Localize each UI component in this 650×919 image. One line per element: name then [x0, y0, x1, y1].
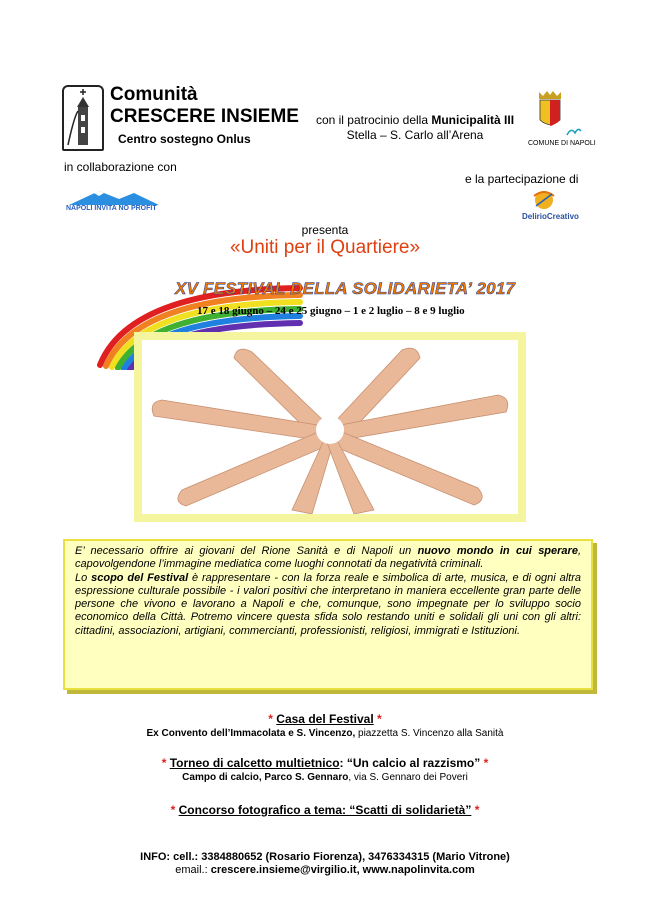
event-torneo-location: Campo di calcio, Parco S. Gennaro, via S. Gennaro dei Poveri [182, 772, 468, 783]
collaboration-text: in collaborazione con [64, 160, 177, 174]
festival-dates: 17 e 18 giugno – 24 e 25 giugno – 1 e 2 luglio – 8 e 9 luglio [197, 305, 465, 317]
description-box: E’ necessario offrire ai giovani del Rione Sanità e di Napoli un nuovo mondo in cui sperare, capovolgendone l’immagine mediatica come luoghi connotati da negatività criminali. Lo scopo del Festival è rappresentare - con la forza reale e simbolica di arte, musica, e di ogni altra espressione culturale possibile - i valori positivi che interpretano in maniera eccellente gran parte delle persone che vivono e lavorano a Napoli e che, comunque, sono impegnate per lo sviluppo socio economico della Città. Potremo vincere questa sfida solo restando uniti e solidali gli uni con gli altri: cittadini, associazioni, artigiani, commercianti, professionisti, religiosi, immigrati e Istituzioni. [63, 539, 593, 690]
delirio-creativo-logo-icon [522, 188, 579, 226]
slogan: «Uniti per il Quartiere» [229, 237, 421, 258]
napoli-logo-text: NAPOLI INVITA NO PROFIT [66, 205, 157, 212]
info-email: email.: crescere.insieme@virgilio.it, www.napolinvita.com [175, 864, 475, 876]
delirio-logo-text: DelirioCreativo [522, 212, 579, 221]
festival-title: XV FESTIVAL DELLA SOLIDARIETA’ 2017 [175, 279, 516, 298]
napoli-invita-logo-icon [64, 187, 164, 221]
event-concorso-title: * Concorso fotografico a tema: “Scatti di solidarietà” * [170, 803, 480, 817]
hands-photo [142, 340, 518, 514]
hands-photo-frame [134, 332, 526, 522]
municipal-shield-icon [533, 90, 567, 126]
patronage-text: con il patrocinio della Municipalità III Stella – S. Carlo all’Arena [315, 113, 515, 142]
org-name-line1: Comunità [110, 84, 198, 105]
presenta-text: presenta [301, 223, 349, 237]
event-torneo-title: * Torneo di calcetto multietnico: “Un calcio al razzismo” * [161, 756, 489, 770]
comune-label: COMUNE DI NAPOLI [528, 140, 596, 147]
church-logo-icon [62, 85, 104, 151]
event-casa-festival-location: Ex Convento dell’Immacolata e S. Vincenzo, piazzetta S. Vincenzo alla Sanità [146, 728, 504, 739]
participation-text: e la partecipazione di [465, 172, 579, 186]
org-name-line2: CRESCERE INSIEME [110, 106, 299, 127]
event-casa-festival-title: * Casa del Festival * [268, 712, 382, 726]
info-contacts: INFO: cell.: 3384880652 (Rosario Fiorenza), 3476334315 (Mario Vitrone) [140, 851, 510, 863]
org-name-line3: Centro sostegno Onlus [118, 132, 251, 146]
